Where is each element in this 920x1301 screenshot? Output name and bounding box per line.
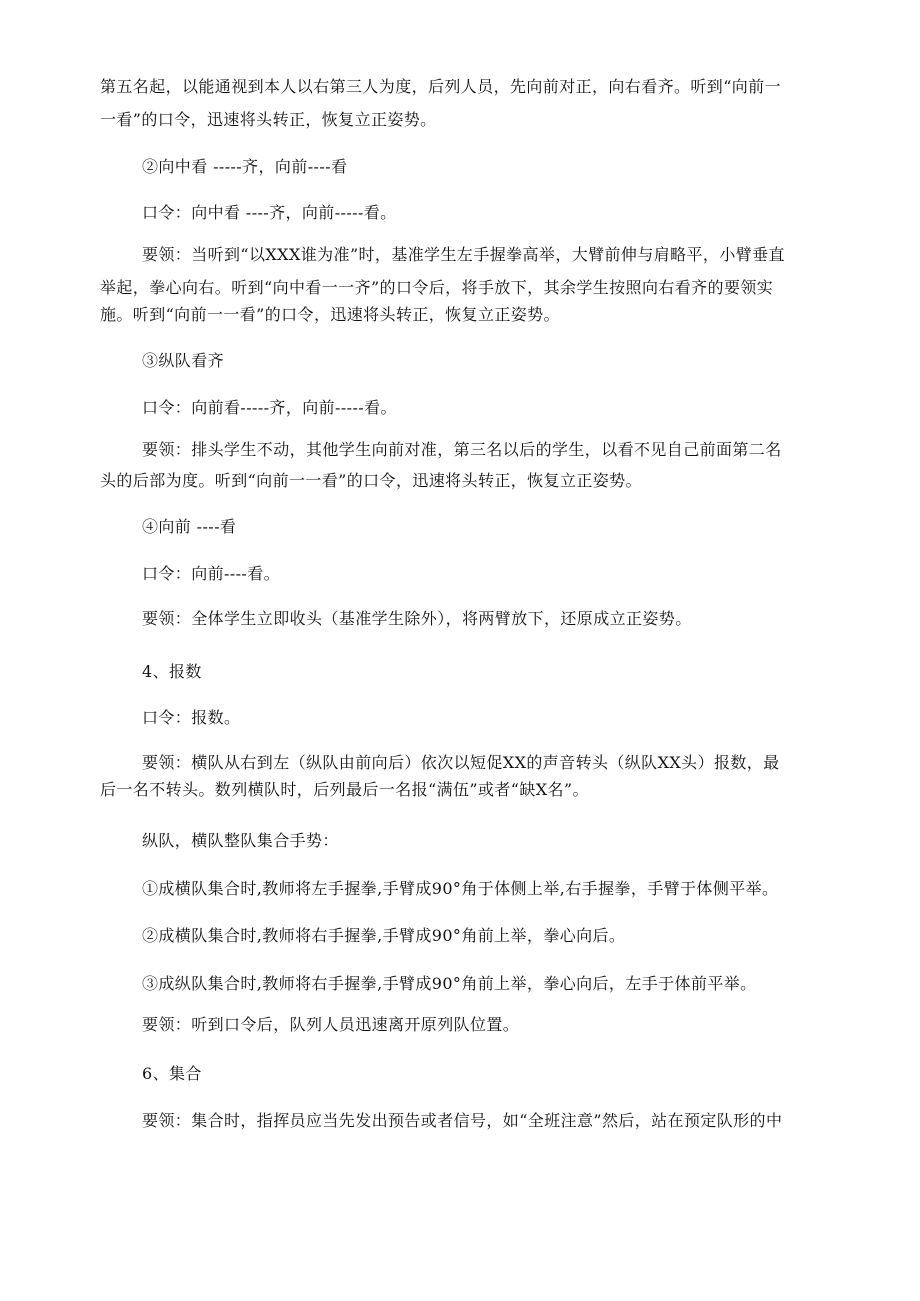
paragraph-line: 举起，拳心向右。听到“向中看一一齐”的口令后，将手放下，其余学生按照向右看齐的要领实 [100, 278, 774, 297]
command-line: 口令：向前----看。 [142, 564, 281, 583]
paragraph-line: 要领：当听到“以XXX谁为准”时，基准学生左手握拳高举，大臂前伸与肩略平，小臂垂直 [142, 245, 785, 264]
command-line: 口令：向前看-----齐，向前-----看。 [142, 398, 397, 417]
section-heading: 6、集合 [142, 1064, 202, 1083]
section-heading: 4、报数 [142, 662, 202, 681]
paragraph-line: 后一名不转头。数列横队时，后列最后一名报“满伍”或者“缺X名”。 [100, 780, 589, 799]
paragraph-line: 第五名起，以能通视到本人以右第三人为度，后列人员，先向前对正，向右看齐。听到“向前一 [100, 77, 781, 96]
paragraph-line: 施。听到“向前一一看”的口令，迅速将头转正，恢复立正姿势。 [100, 305, 560, 324]
paragraph-line: 要领：全体学生立即收头（基准学生除外），将两臂放下，还原成立正姿势。 [142, 609, 692, 628]
paragraph-line: 要领：横队从右到左（纵队由前向后）依次以短促XX的声音转头（纵队XX头）报数，最 [142, 753, 780, 772]
list-item: ①成横队集合时,教师将左手握拳,手臂成90°角于体侧上举,右手握拳，手臂于体侧平举。 [142, 879, 779, 898]
section-heading: 纵队，横队整队集合手势： [142, 831, 339, 850]
command-line: 口令：报数。 [142, 708, 241, 727]
command-line: 口令：向中看 ----齐，向前-----看。 [142, 203, 397, 222]
paragraph-line: 要领：排头学生不动，其他学生向前对准，第三名以后的学生，以看不见自己前面第二名 [142, 440, 782, 459]
paragraph-line: 要领：集合时，指挥员应当先发出预告或者信号，如“全班注意”然后，站在预定队形的中 [142, 1111, 783, 1130]
section-heading: ②向中看 -----齐，向前----看 [142, 157, 348, 176]
paragraph-line: 要领：听到口令后，队列人员迅速离开原列队位置。 [142, 1015, 520, 1034]
paragraph-line: 一看”的口令，迅速将头转正，恢复立正姿势。 [100, 110, 437, 129]
section-heading: ④向前 ----看 [142, 517, 237, 536]
section-heading: ③纵队看齐 [142, 351, 225, 370]
paragraph-line: 头的后部为度。听到“向前一一看”的口令，迅速将头转正，恢复立正姿势。 [100, 471, 642, 490]
list-item: ②成横队集合时,教师将右手握拳,手臂成90°角前上举，拳心向后。 [142, 926, 626, 945]
list-item: ③成纵队集合时,教师将右手握拳,手臂成90°角前上举，拳心向后，左手于体前平举。 [142, 974, 757, 993]
